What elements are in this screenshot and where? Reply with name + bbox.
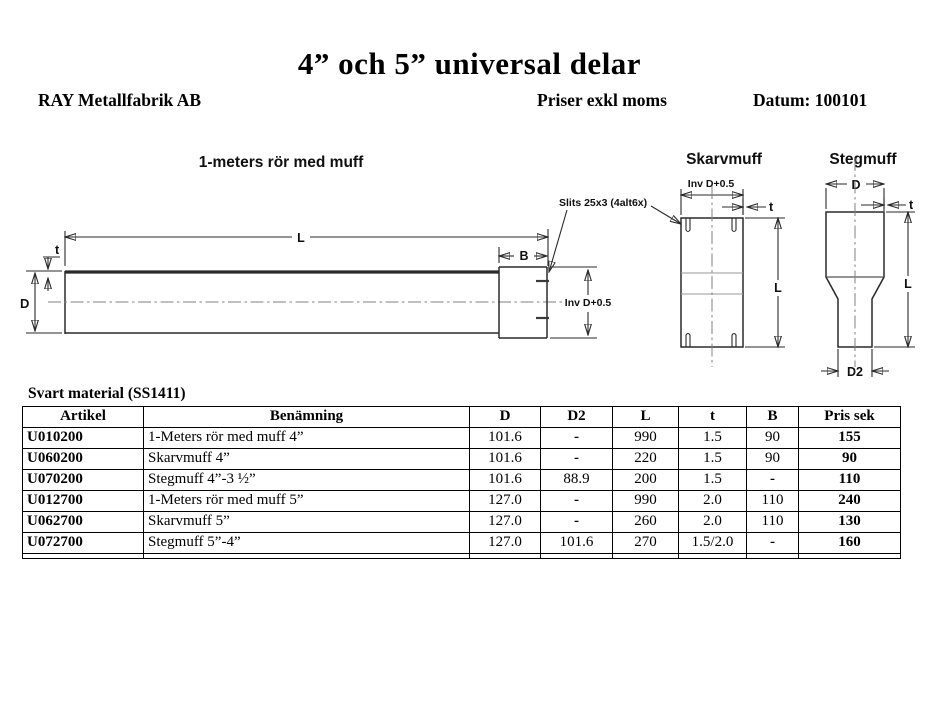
table-row xyxy=(23,470,901,491)
skarvmuff-slit xyxy=(686,218,690,232)
cell-l: 270 xyxy=(613,533,679,554)
slits-note-label: Slits 25x3 (4alt6x) xyxy=(559,197,648,209)
slits-leader-line xyxy=(651,206,681,224)
pipe-dimension-t xyxy=(43,243,60,291)
cell-l: 260 xyxy=(613,512,679,533)
cell-l: 200 xyxy=(613,470,679,491)
cell-artikel: U062700 xyxy=(23,512,144,533)
col-header-b: B xyxy=(747,407,799,428)
skarvmuff-dim-label-L: L xyxy=(774,281,782,295)
cell-l: 220 xyxy=(613,449,679,470)
cell-artikel: U060200 xyxy=(23,449,144,470)
col-header-benamning: Benämning xyxy=(144,407,470,428)
cell-artikel: U072700 xyxy=(23,533,144,554)
pipe-dimension-B xyxy=(499,247,547,263)
stegmuff-dim-label-D: D xyxy=(851,178,861,192)
cell-t: 1.5/2.0 xyxy=(679,533,747,554)
cell-b: 90 xyxy=(747,449,799,470)
skarvmuff-dim-label-t: t xyxy=(769,200,774,214)
cell-d: 101.6 xyxy=(470,470,541,491)
cell-d2: - xyxy=(541,491,613,512)
cell-d: 127.0 xyxy=(470,533,541,554)
cell-pris: 160 xyxy=(799,533,901,554)
table-row xyxy=(23,428,901,449)
skarvmuff-drawing xyxy=(681,151,785,367)
cell-d2: 101.6 xyxy=(541,533,613,554)
cell-t: 2.0 xyxy=(679,491,747,512)
cell-artikel: U012700 xyxy=(23,491,144,512)
cell-d2: 88.9 xyxy=(541,470,613,491)
pipe-drawing-title: 1-meters rör med muff xyxy=(198,154,364,171)
table-row xyxy=(23,512,901,533)
col-header-l: L xyxy=(613,407,679,428)
cell-benamning: Skarvmuff 5” xyxy=(144,512,470,533)
stegmuff-title: Stegmuff xyxy=(829,151,897,168)
date-label: Datum: 100101 xyxy=(753,90,868,110)
col-header-d: D xyxy=(470,407,541,428)
slits-leader-line xyxy=(549,210,567,272)
cell-t: 2.0 xyxy=(679,512,747,533)
stegmuff-dim-label-L: L xyxy=(904,277,912,291)
stegmuff-dimension-t xyxy=(861,197,914,212)
stegmuff-drawing xyxy=(821,151,915,379)
cell-benamning: Stegmuff 4”-3 ½” xyxy=(144,470,470,491)
pipe-dim-label-L: L xyxy=(297,231,305,245)
cell-artikel: U010200 xyxy=(23,428,144,449)
table-row xyxy=(23,449,901,470)
skarvmuff-title: Skarvmuff xyxy=(686,151,762,168)
cell-l: 990 xyxy=(613,491,679,512)
skarvmuff-slit xyxy=(686,334,690,348)
stegmuff-dimension-L xyxy=(874,212,915,347)
cell-b: 110 xyxy=(747,512,799,533)
cell-b: - xyxy=(747,470,799,491)
pipe-inner-dim-label: Inv D+0.5 xyxy=(564,297,612,309)
table-row xyxy=(23,533,901,554)
cell-d: 127.0 xyxy=(470,512,541,533)
stegmuff-body xyxy=(826,158,884,367)
cell-t: 1.5 xyxy=(679,449,747,470)
col-header-artikel: Artikel xyxy=(23,407,144,428)
stegmuff-dim-label-D2: D2 xyxy=(847,365,863,379)
cell-d: 101.6 xyxy=(470,428,541,449)
cell-pris: 155 xyxy=(799,428,901,449)
skarvmuff-dimension-t xyxy=(722,199,774,215)
cell-d2: - xyxy=(541,512,613,533)
cell-d2: - xyxy=(541,428,613,449)
slits-annotation xyxy=(549,197,681,272)
pipe-body xyxy=(48,271,566,334)
company-name: RAY Metallfabrik AB xyxy=(38,90,202,110)
cell-pris: 240 xyxy=(799,491,901,512)
section-heading: Svart material (SS1411) xyxy=(28,385,186,402)
pipe-dimension-inner xyxy=(550,267,611,338)
cell-l: 990 xyxy=(613,428,679,449)
skarvmuff-slit xyxy=(732,218,736,232)
pipe-dim-label-D: D xyxy=(20,296,30,311)
table-header-row xyxy=(23,407,901,428)
cell-benamning: Skarvmuff 4” xyxy=(144,449,470,470)
cell-t: 1.5 xyxy=(679,428,747,449)
cell-b: 90 xyxy=(747,428,799,449)
pipe-dim-label-B: B xyxy=(519,249,529,263)
cell-benamning: 1-Meters rör med muff 4” xyxy=(144,428,470,449)
cell-pris: 130 xyxy=(799,512,901,533)
cell-benamning: Stegmuff 5”-4” xyxy=(144,533,470,554)
col-header-t: t xyxy=(679,407,747,428)
cell-benamning: 1-Meters rör med muff 5” xyxy=(144,491,470,512)
price-note: Priser exkl moms xyxy=(537,90,667,110)
table-row xyxy=(23,491,901,512)
price-table xyxy=(22,406,901,559)
col-header-d2: D2 xyxy=(541,407,613,428)
pipe-drawing xyxy=(20,154,681,338)
pipe-dim-label-t: t xyxy=(55,243,60,257)
pipe-dimension-L xyxy=(65,229,548,266)
cell-pris: 90 xyxy=(799,449,901,470)
cell-pris: 110 xyxy=(799,470,901,491)
skarvmuff-inner-dim-label: Inv D+0.5 xyxy=(687,178,735,190)
stegmuff-dim-label-t: t xyxy=(909,198,914,212)
cell-d2: - xyxy=(541,449,613,470)
cell-d: 127.0 xyxy=(470,491,541,512)
cell-b: 110 xyxy=(747,491,799,512)
cell-artikel: U070200 xyxy=(23,470,144,491)
cell-t: 1.5 xyxy=(679,470,747,491)
table-bottom-stub-row xyxy=(23,554,901,559)
skarvmuff-slit xyxy=(732,334,736,348)
cell-b: - xyxy=(747,533,799,554)
page-title: 4” och 5” universal delar xyxy=(297,46,642,81)
col-header-pris: Pris sek xyxy=(799,407,901,428)
skarvmuff-dimension-L xyxy=(745,218,785,347)
skarvmuff-body xyxy=(681,186,743,367)
cell-d: 101.6 xyxy=(470,449,541,470)
